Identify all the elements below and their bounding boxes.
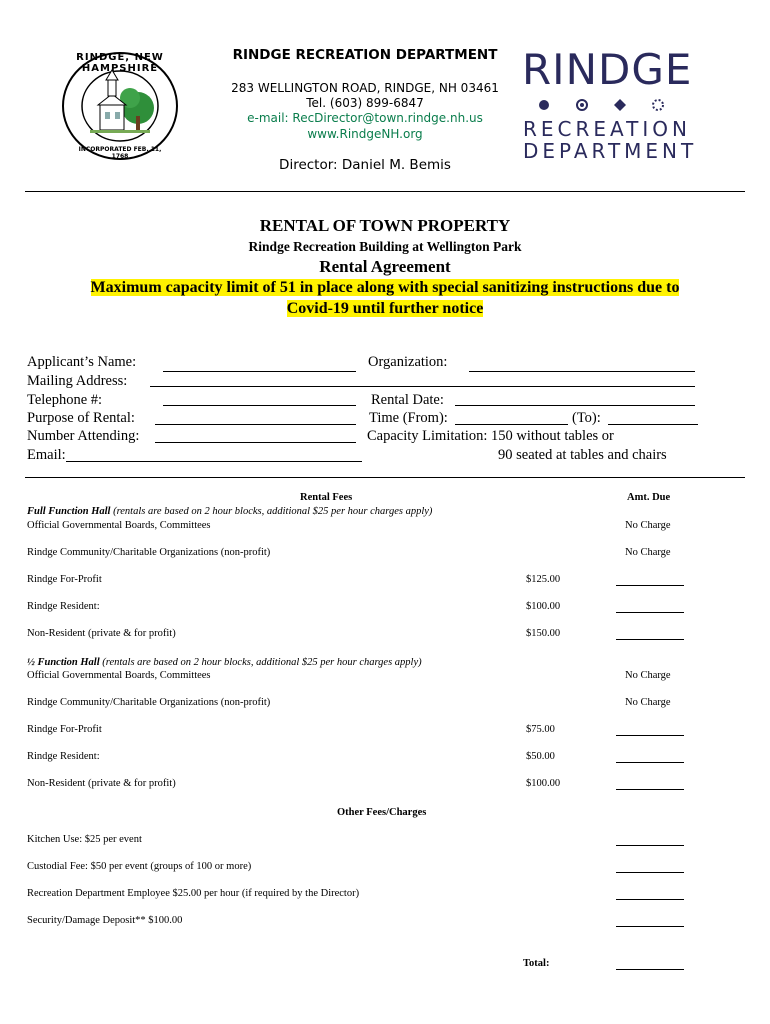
time-from-label: Time (From): <box>369 410 448 426</box>
full-hall-row-due: No Charge <box>625 520 671 531</box>
logo-season-icons <box>534 97 684 113</box>
half-hall-note: (rentals are based on 2 hour blocks, additional $25 per hour charges apply) <box>102 657 422 668</box>
half-hall-row-price: $75.00 <box>526 724 555 735</box>
half-hall-row-label: Non-Resident (private & for profit) <box>27 778 176 789</box>
director-name: Director: Daniel M. Bemis <box>279 157 451 173</box>
time-to-field[interactable] <box>608 424 698 425</box>
half-hall-row-amount-blank[interactable] <box>616 723 684 741</box>
time-from-field[interactable] <box>455 424 568 425</box>
address: 283 WELLINGTON ROAD, RINDGE, NH 03461 <box>231 81 499 95</box>
applicant-name-field[interactable] <box>163 371 356 372</box>
header-divider <box>25 191 745 192</box>
recreation-logo <box>520 45 710 165</box>
full-hall-row-amount-blank[interactable] <box>616 573 684 591</box>
building-subtitle: Rindge Recreation Building at Wellington Park <box>248 239 522 254</box>
other-fee-row-amount-blank[interactable] <box>616 887 684 905</box>
full-hall-row-price: $150.00 <box>526 628 561 639</box>
seal-bottom-text: INCORPORATED FEB. 11, 1768 <box>78 146 162 160</box>
amount-due-header: Amt. Due <box>627 492 671 503</box>
town-seal <box>60 50 180 162</box>
telephone: Tel. (603) 899-6847 <box>306 96 424 110</box>
logo-word: RINDGE <box>522 45 693 94</box>
capacity-notice-text1: Maximum capacity limit of 51 in place along with special sanitizing instructions due to <box>90 279 680 296</box>
half-hall-row-label: Rindge Community/Charitable Organizations (non-profit) <box>27 697 271 708</box>
full-hall-heading <box>27 506 432 517</box>
seal-top-text: RINDGE, NEW HAMPSHIRE <box>76 52 164 74</box>
total-amount-blank[interactable] <box>616 957 684 975</box>
capacity-limitation-2: 90 seated at tables and chairs <box>498 447 667 463</box>
rental-fees-header: Rental Fees <box>300 492 353 503</box>
half-hall-row-label: Rindge For-Profit <box>27 724 102 735</box>
full-hall-row-price: $100.00 <box>526 601 561 612</box>
attending-label: Number Attending: <box>27 428 140 444</box>
other-fee-row-amount-blank[interactable] <box>616 860 684 878</box>
half-hall-row-label: Official Governmental Boards, Committees <box>27 670 211 681</box>
full-hall-row-amount-blank[interactable] <box>616 627 684 645</box>
website-link[interactable]: www.RindgeNH.org <box>307 127 423 141</box>
half-hall-title: ½ Function Hall <box>27 657 100 668</box>
full-hall-row-label: Official Governmental Boards, Committees <box>27 520 211 531</box>
telephone-label: Telephone #: <box>27 392 103 408</box>
half-hall-row-price: $50.00 <box>526 751 555 762</box>
applicant-name-label: Applicant’s Name: <box>27 354 137 370</box>
capacity-notice-line1 <box>0 279 770 297</box>
organization-label: Organization: <box>368 354 448 370</box>
half-hall-row-price: $100.00 <box>526 778 561 789</box>
mailing-address-field[interactable] <box>150 386 695 387</box>
capacity-notice-line2 <box>0 300 770 318</box>
half-hall-row-due: No Charge <box>625 670 671 681</box>
full-hall-row-label: Rindge Community/Charitable Organizations (non-profit) <box>27 547 271 558</box>
department-name: RINDGE RECREATION DEPARTMENT <box>232 47 498 63</box>
time-to-label: (To): <box>572 410 601 426</box>
capacity-limitation: Capacity Limitation: 150 without tables or <box>367 428 614 444</box>
attending-field[interactable] <box>155 442 356 443</box>
full-hall-row-label: Rindge For-Profit <box>27 574 102 585</box>
purpose-label: Purpose of Rental: <box>27 410 135 426</box>
full-hall-row-price: $125.00 <box>526 574 561 585</box>
full-hall-row-label: Non-Resident (private & for profit) <box>27 628 176 639</box>
rental-date-field[interactable] <box>455 405 695 406</box>
document-title: RENTAL OF TOWN PROPERTY <box>259 216 511 235</box>
full-hall-row-label: Rindge Resident: <box>27 601 100 612</box>
other-fee-row-label: Security/Damage Deposit** $100.00 <box>27 915 183 926</box>
full-hall-note: (rentals are based on 2 hour blocks, additional $25 per hour charges apply) <box>113 506 433 517</box>
email-link[interactable]: e-mail: RecDirector@town.rindge.nh.us <box>247 111 483 125</box>
full-hall-row-due: No Charge <box>625 547 671 558</box>
mailing-address-label: Mailing Address: <box>27 373 128 389</box>
half-hall-row-due: No Charge <box>625 697 671 708</box>
total-label: Total: <box>523 958 550 969</box>
email-field[interactable] <box>66 461 362 462</box>
purpose-field[interactable] <box>155 424 356 425</box>
email-label: Email: <box>27 447 66 463</box>
other-fee-row-label: Custodial Fee: $50 per event (groups of 100 or more) <box>27 861 252 872</box>
rental-date-label: Rental Date: <box>371 392 444 408</box>
other-fee-row-label: Kitchen Use: $25 per event <box>27 834 142 845</box>
logo-recreation: RECREATION <box>523 117 691 141</box>
full-hall-row-amount-blank[interactable] <box>616 600 684 618</box>
telephone-field[interactable] <box>163 405 356 406</box>
other-fee-row-amount-blank[interactable] <box>616 833 684 851</box>
other-fee-row-label: Recreation Department Employee $25.00 per hour (if required by the Director) <box>27 888 360 899</box>
organization-field[interactable] <box>469 371 695 372</box>
half-hall-heading <box>27 657 422 668</box>
other-fee-row-amount-blank[interactable] <box>616 914 684 932</box>
logo-department: DEPARTMENT <box>523 139 698 163</box>
half-hall-row-amount-blank[interactable] <box>616 777 684 795</box>
half-hall-row-amount-blank[interactable] <box>616 750 684 768</box>
fields-divider <box>25 477 745 478</box>
capacity-notice-text2: Covid-19 until further notice <box>286 300 484 317</box>
agreement-title: Rental Agreement <box>319 257 451 276</box>
other-fees-header: Other Fees/Charges <box>337 807 427 818</box>
full-hall-title: Full Function Hall <box>27 506 111 517</box>
half-hall-row-label: Rindge Resident: <box>27 751 100 762</box>
